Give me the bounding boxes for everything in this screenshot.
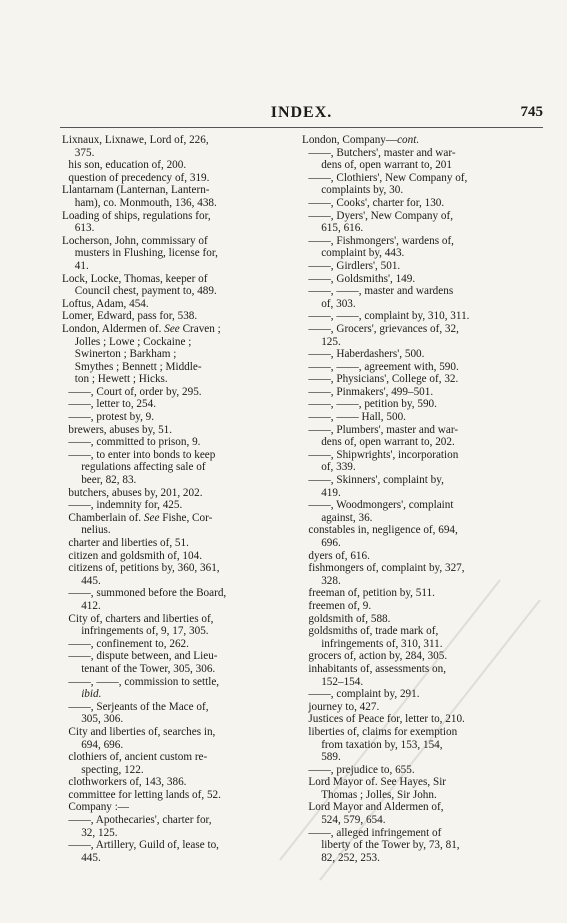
index-entry-line: ——, ——, commission to settle,: [68, 675, 220, 688]
index-entry-line: Lixnaux, Lixnawe, Lord of, 226,: [62, 134, 209, 146]
index-entry-line: specting, 122.: [81, 763, 144, 776]
index-entry-line: ——, Court of, order by, 295.: [68, 385, 202, 398]
index-entry-line: ——, prejudice to, 655.: [308, 763, 415, 776]
index-entry-line: ——, Fishmongers', wardens of,: [308, 234, 454, 247]
index-entry-line: ——, protest by, 9.: [68, 411, 155, 424]
index-entry-line: City and liberties of, searches in,: [68, 725, 216, 738]
index-entry-line: 328.: [321, 574, 341, 587]
index-entry-line: ——, —— Hall, 500.: [308, 411, 406, 424]
index-entry-line: complaint by, 443.: [321, 247, 405, 260]
index-entry-line: ham), co. Monmouth, 136, 438.: [74, 196, 217, 209]
index-entry-line: ——, Goldsmiths', 149.: [308, 272, 416, 285]
index-entry-line: 125.: [321, 335, 341, 348]
index-entry-line: freeman of, petition by, 511.: [308, 587, 435, 600]
index-entry-line: grocers of, action by, 284, 305.: [308, 650, 448, 663]
index-entry-line: 694, 696.: [81, 738, 124, 751]
index-entry-line: dens of, open warrant to, 201: [321, 159, 452, 172]
index-entry-line: fishmongers of, complaint by, 327,: [308, 562, 465, 575]
index-entry-line: 152–154.: [321, 675, 364, 688]
index-entry-line: ——, Butchers', master and war-: [308, 146, 456, 159]
index-entry-line: Swinerton ; Barkham ;: [74, 348, 177, 361]
index-entry-line: 445.: [81, 851, 101, 864]
index-entry-line: tenant of the Tower, 305, 306.: [81, 662, 216, 675]
index-column-left: [62, 134, 297, 864]
index-column-right: [302, 134, 538, 864]
index-entry-line: Loftus, Adam, 454.: [62, 297, 149, 310]
index-entry-line: Chamberlain of. See Fishe, Cor-: [68, 511, 213, 524]
index-entry-line: Company :—: [68, 801, 129, 814]
index-entry-line: musters in Flushing, license for,: [74, 247, 218, 260]
index-entry-line: clothiers of, ancient custom re-: [68, 751, 208, 764]
index-entry-line: 524, 579, 654.: [321, 814, 386, 827]
index-entry-line: dens of, open warrant to, 202.: [321, 436, 455, 449]
index-entry-line: from taxation by, 153, 154,: [321, 738, 443, 751]
index-entry-line: 41.: [74, 259, 89, 272]
index-entry-line: citizen and goldsmith of, 104.: [68, 549, 202, 562]
index-entry-line: nelius.: [81, 524, 111, 537]
index-entry-line: 445.: [81, 574, 101, 587]
index-entry-line: charter and liberties of, 51.: [68, 537, 189, 549]
index-entry-line: ——, Grocers', grievances of, 32,: [308, 322, 459, 335]
index-entry-line: Locherson, John, commissary of: [62, 234, 208, 247]
index-entry-line: goldsmiths of, trade mark of,: [308, 625, 439, 638]
index-entry-line: ——, Dyers', New Company of,: [308, 209, 454, 222]
index-entry-line: ——, Cooks', charter for, 130.: [308, 196, 445, 209]
index-entry-line: ——, letter to, 254.: [68, 398, 157, 411]
index-entry-line: of, 339.: [321, 461, 356, 474]
index-entry-line: ——, Artillery, Guild of, lease to,: [68, 839, 219, 852]
index-entry-line: goldsmith of, 588.: [308, 612, 391, 625]
index-entry-line: ——, Clothiers', New Company of,: [308, 171, 468, 184]
index-entry-line: inhabitants of, assessments on,: [308, 662, 447, 675]
index-entry-line: Justices of Peace for, letter to, 210.: [308, 713, 465, 726]
index-entry-line: Llantarnam (Lanternan, Lantern-: [62, 184, 210, 197]
page-number: 745: [520, 104, 543, 120]
index-entry-line: ——, Woodmongers', complaint: [308, 499, 454, 512]
index-entry-line: 613.: [74, 222, 95, 235]
index-entry-line: ——, ——, petition by, 590.: [308, 398, 437, 411]
index-entry-line: of, 303.: [321, 297, 356, 310]
index-entry-line: complaints by, 30.: [321, 184, 404, 197]
index-entry-line: Council chest, payment to, 489.: [74, 285, 217, 298]
index-entry-line: ——, Skinners', complaint by,: [308, 474, 444, 487]
index-entry-line: brewers, abuses by, 51.: [68, 423, 173, 436]
index-entry-line: Lord Mayor and Aldermen of,: [308, 801, 444, 814]
index-entry-line: ——, Haberdashers', 500.: [308, 348, 425, 361]
index-entry-line: ——, Pinmakers', 499–501.: [308, 385, 434, 398]
index-entry-line: Lord Mayor of. See Hayes, Sir: [308, 776, 447, 789]
index-entry-line: against, 36.: [321, 511, 373, 524]
index-entry-line: 375.: [74, 146, 95, 159]
index-entry-line: liberties of, claims for exemption: [308, 725, 458, 738]
index-entry-line: ——, confinement to, 262.: [68, 637, 189, 650]
index-entry-line: 305, 306.: [81, 713, 124, 726]
index-entry-line: ——, alleged infringement of: [308, 826, 442, 839]
index-entry-line: ——, committed to prison, 9.: [68, 436, 201, 449]
index-entry-line: 419.: [321, 486, 341, 499]
index-entry-line: 696.: [321, 537, 341, 549]
index-entry-line: 615, 616.: [321, 222, 364, 235]
index-entry-line: London, Aldermen of. See Craven ;: [62, 322, 221, 335]
index-entry-line: infringements of, 9, 17, 305.: [81, 625, 209, 638]
index-entry-line: liberty of the Tower by, 73, 81,: [321, 839, 460, 852]
index-entry-line: ——, ——, agreement with, 590.: [308, 360, 459, 373]
index-entry-line: ibid.: [81, 688, 102, 701]
index-entry-line: ——, Girdlers', 501.: [308, 259, 401, 272]
index-entry-line: his son, education of, 200.: [68, 159, 187, 172]
index-entry-line: freemen of, 9.: [308, 599, 372, 612]
index-entry-line: ——, to enter into bonds to keep: [68, 448, 216, 461]
index-entry-line: clothworkers of, 143, 386.: [68, 776, 187, 789]
index-entry-line: ——, ——, master and wardens: [308, 285, 454, 298]
index-entry-line: citizens of, petitions by, 360, 361,: [68, 562, 220, 575]
index-entry-line: question of precedency of, 319.: [68, 171, 210, 184]
index-entry-line: regulations affecting sale of: [81, 461, 206, 474]
index-entry-line: ——, Plumbers', master and war-: [308, 423, 459, 436]
index-entry-line: Jolles ; Lowe ; Cockaine ;: [74, 335, 192, 348]
index-entry-line: 412.: [81, 599, 101, 612]
index-entry-line: beer, 82, 83.: [81, 474, 137, 487]
index-entry-line: ——, complaint by, 291.: [308, 688, 420, 701]
header-rule: [60, 127, 543, 128]
index-entry-line: Lomer, Edward, pass for, 538.: [62, 310, 198, 323]
index-entry-line: ——, ——, complaint by, 310, 311.: [308, 310, 470, 323]
index-entry-line: Thomas ; Jolles, Sir John.: [321, 788, 437, 801]
index-entry-line: infringements of, 310, 311.: [321, 637, 443, 650]
index-entry-line: London, Company—cont.: [302, 134, 420, 146]
index-entry-line: ——, Shipwrights', incorporation: [308, 448, 459, 461]
index-entry-line: ——, Apothecaries', charter for,: [68, 814, 212, 827]
index-entry-line: Lock, Locke, Thomas, keeper of: [62, 272, 208, 285]
index-entry-line: City of, charters and liberties of,: [68, 612, 214, 625]
index-entry-line: butchers, abuses by, 201, 202.: [68, 486, 203, 499]
index-entry-line: 589.: [321, 751, 341, 764]
index-entry-line: 32, 125.: [81, 826, 118, 839]
index-entry-line: constables in, negligence of, 694,: [308, 524, 458, 537]
index-entry-line: 82, 252, 253.: [321, 851, 380, 864]
page-title: INDEX.: [270, 104, 333, 121]
index-entry-line: Smythes ; Bennett ; Middle-: [74, 360, 202, 373]
index-entry-line: journey to, 427.: [308, 700, 380, 713]
index-entry-line: ——, Physicians', College of, 32.: [308, 373, 459, 386]
index-entry-line: ton ; Hewett ; Hicks.: [74, 373, 168, 386]
index-entry-line: dyers of, 616.: [308, 549, 370, 562]
index-entry-line: ——, summoned before the Board,: [68, 587, 227, 600]
index-entry-line: ——, indemnity for, 425.: [68, 499, 183, 512]
page-header: [60, 104, 543, 124]
index-entry-line: committee for letting lands of, 52.: [68, 788, 221, 801]
index-entry-line: ——, Serjeants of the Mace of,: [68, 700, 209, 713]
index-entry-line: Loading of ships, regulations for,: [62, 209, 211, 222]
index-entry-line: ——, dispute between, and Lieu-: [68, 650, 218, 663]
